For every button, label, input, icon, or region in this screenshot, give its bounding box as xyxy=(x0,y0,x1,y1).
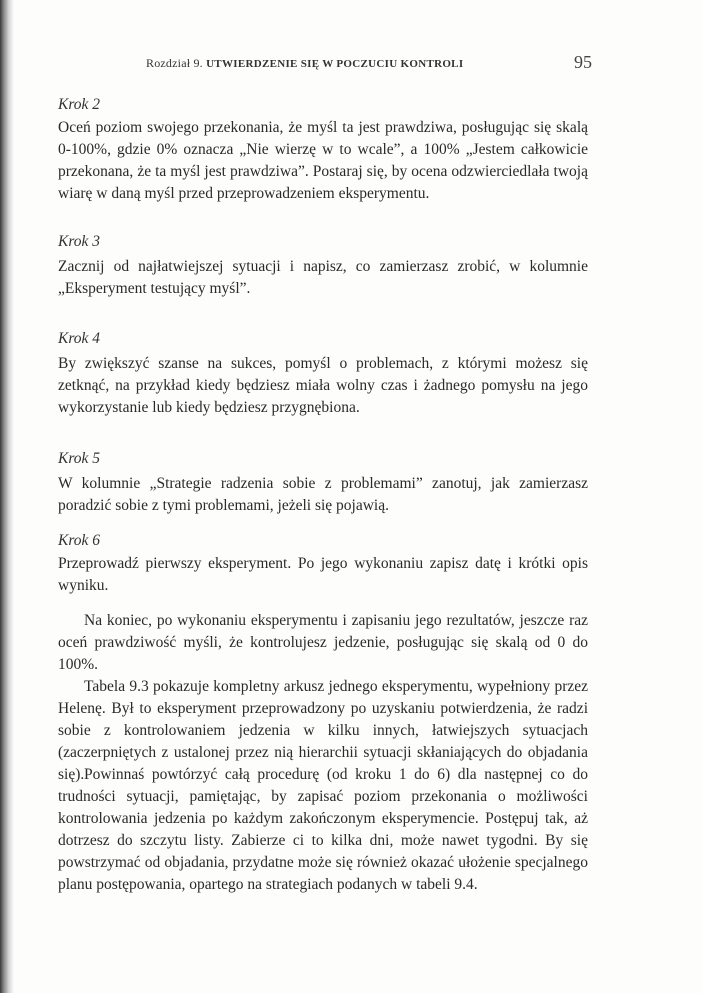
step-5-label: Krok 5 xyxy=(58,450,101,467)
step-6-text: Przeprowadź pierwszy eksperyment. Po jego wykonaniu zapisz datę i krótki opis wyniku. xyxy=(58,555,588,594)
step-4-text: By zwiększyć szanse na sukces, pomyśl o problemach, z którymi możesz się zetknąć, na przykład kiedy będziesz miała wolny czas i żadnego pomysłu na jego wykorzystanie lub kiedy będziesz przygnębiona. xyxy=(58,355,588,416)
chapter-title: UTWIERDZENIE SIĘ W POCZUCIU KONTROLI xyxy=(206,58,464,70)
body-paragraph: Powinnaś powtórzyć całą procedurę (od kroku 1 do 6) dla następnej co do trudności sytuacji, pamiętając, by zapisać poziom przekonania o możliwości kontrolowania jedzenia po każdym zakończonym eksperymencie. Postępuj tak, aż dotrzesz do szczytu listy. Zabierze ci to kilka dni, może nawet tygodni. By się powstrzymać od objadania, przydatne może się również okazać ułożenie specjalnego planu postępowania, opartego na strategiach podanych w tabeli 9.4. xyxy=(58,766,588,893)
step-3-label: Krok 3 xyxy=(58,233,101,250)
step-5-text: W kolumnie „Strategie radzenia sobie z problemami” zanotuj, jak zamierzasz poradzić sobie z tymi problemami, jeżeli się pojawią. xyxy=(58,475,588,514)
step-3-text: Zacznij od najłatwiejszej sytuacji i napisz, co zamierzasz zrobić, w kolumnie „Eksperyment testujący myśl”. xyxy=(58,258,588,297)
chapter-label: Rozdział 9. xyxy=(146,56,203,70)
book-binding-shadow xyxy=(0,0,14,993)
running-header xyxy=(146,56,592,71)
page-number: 95 xyxy=(574,52,592,72)
step-4-label: Krok 4 xyxy=(58,330,101,347)
step-2-label: Krok 2 xyxy=(58,96,101,113)
body-paragraph: Tabela 9.3 pokazuje kompletny arkusz jednego eksperymentu, wypełniony przez Helenę. Był to eksperyment przeprowadzony po uzyskaniu potwierdzenia, że radzi sobie z kontrolowaniem jedzenia w kilku innych, łatwiejszych sytuacjach (zaczerpniętych z ustalonej przez nią hierarchii sytuacji skłaniających do objadania się). xyxy=(58,678,588,783)
step-6-label: Krok 6 xyxy=(58,532,101,549)
step-2-text: Oceń poziom swojego przekonania, że myśl ta jest prawdziwa, posługując się skalą 0-100%, gdzie 0% oznacza „Nie wierzę w to wcale”, a 100% „Jestem całkowicie przekonana, że ta myśl jest prawdziwa”. Postaraj się, by ocena odzwierciedlała twoją wiarę w daną myśl przed przeprowadzeniem eksperymentu. xyxy=(58,119,588,202)
body-paragraph: Na koniec, po wykonaniu eksperymentu i zapisaniu jego rezultatów, jeszcze raz oceń prawdziwość myśli, że kontrolujesz jedzenie, posługując się skalą od 0 do 100%. xyxy=(58,612,588,673)
